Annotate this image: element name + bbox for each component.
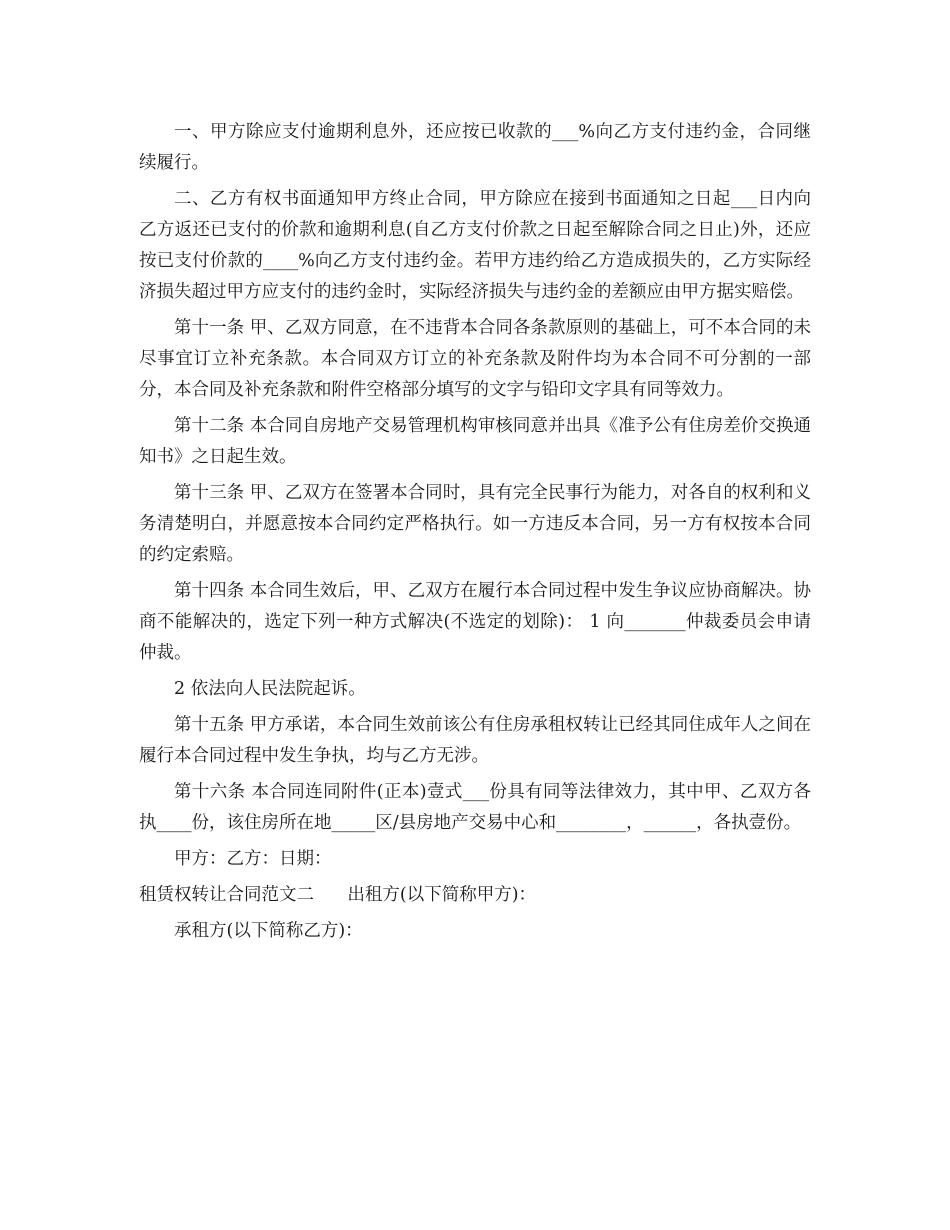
paragraph-second-contract-title: 租赁权转让合同范文二 出租方(以下简称甲方)： (139, 885, 537, 905)
paragraph-article-16: 第十六条 本合同连同附件(正本)壹式___份具有同等法律效力，其中甲、乙双方各执____份，该住房所在地_____区/县房地产交易中心和________，______，各执壹份。 (139, 782, 811, 833)
paragraph-article-13: 第十三条 甲、乙双方在签署本合同时，具有完全民事行为能力，对各自的权利和义务清楚明白，并愿意按本合同约定严格执行。如一方违反本合同，另一方有权按本合同的约定索赔。 (139, 483, 811, 565)
paragraph-article-14-option-2: 2 依法向人民法院起诉。 (174, 679, 366, 699)
paragraph-article-15: 第十五条 甲方承诺，本合同生效前该公有住房承租权转让已经其同住成年人之间在履行本合同过程中发生争执，均与乙方无涉。 (139, 715, 811, 766)
paragraph-article-11: 第十一条 甲、乙双方同意，在不违背本合同各条款原则的基础上，可不本合同的未尽事宜订立补充条款。本合同双方订立的补充条款及附件均为本合同不可分割的一部分，本合同及补充条款和附件空格部分填写的文字与铅印文字具有同等效力。 (139, 318, 811, 400)
document-body (139, 117, 811, 952)
paragraph-signature-line: 甲方：乙方：日期： (174, 849, 332, 869)
paragraph-penalty-clause-2: 二、乙方有权书面通知甲方终止合同，甲方除应在接到书面通知之日起___日内向乙方返还已支付的价款和逾期利息(自乙方支付价款之日起至解除合同之日止)外，还应按已支付价款的____%向乙方支付违约金。若甲方违约给乙方造成损失的，乙方实际经济损失超过甲方应支付的违约金时，实际经济损失与违约金的差额应由甲方据实赔偿。 (139, 189, 811, 302)
paragraph-article-12: 第十二条 本合同自房地产交易管理机构审核同意并出具《准予公有住房差价交换通知书》之日起生效。 (139, 416, 811, 467)
paragraph-article-14: 第十四条 本合同生效后，甲、乙双方在履行本合同过程中发生争议应协商解决。协商不能解决的，选定下列一种方式解决(不选定的划除)： 1 向_______仲裁委员会申请仲裁。 (139, 581, 811, 663)
paragraph-lessee-line: 承租方(以下简称乙方)： (174, 921, 363, 941)
paragraph-penalty-clause-1: 一、甲方除应支付逾期利息外，还应按已收款的___%向乙方支付违约金，合同继续履行。 (139, 122, 811, 173)
